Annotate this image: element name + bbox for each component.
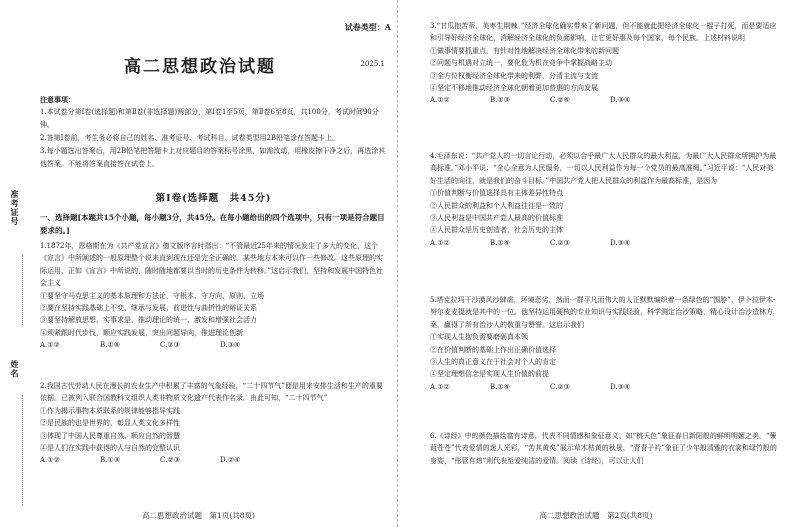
answer-option: A.①② — [430, 238, 450, 247]
question-item: ④是人们在实践中获得的人与自然的完整认识 — [40, 444, 180, 453]
question-stem: 1.1872年，恩格斯在为《共产党宣言》德文版序言时指出：“不管最近25年来的情况发生了多大的变化，这个《宣言》中所阐述的一般原理整个说来直到现在还是完全正确的。某些地方本来可以作一些修改。这些原理的实际运用，正如《宣言》中所说的，随时随地都要以当时的历史条件为转移。”这启示我们，坚持和发展中国特色社会主义 — [40, 242, 384, 288]
answer-option: A.①② — [430, 96, 450, 105]
question-item: ①要坚守马克思主义的基本原理和方法论，守根本、守方向、原则、立场 — [40, 291, 264, 300]
question-3 — [430, 20, 780, 107]
answer-option: D.③④ — [220, 341, 241, 350]
answer-options — [430, 94, 780, 106]
answer-options — [430, 237, 780, 249]
question-item: ④坚定不移地推动经济全球化朝着更加普惠的方向发展 — [430, 84, 598, 93]
question-item: ①做事情要抓重点，有针对性地解决经济全球化带来的新问题 — [430, 46, 619, 55]
margin-line — [22, 395, 23, 505]
answer-options — [40, 339, 389, 351]
margin-label-name: 姓名 — [10, 360, 20, 378]
question-item: ①价值判断与价值选择具有主体差异性特点 — [430, 189, 563, 198]
question-6 — [430, 430, 780, 467]
question-item: ④人民群众是历史创造者，社会历史的主体 — [430, 226, 563, 235]
answer-option: D.②④ — [220, 456, 241, 465]
answer-option: D.③④ — [610, 382, 631, 391]
answer-option: D.③④ — [610, 96, 631, 105]
exam-date: 2025.1 — [360, 60, 385, 68]
question-5 — [430, 294, 780, 393]
answer-option: C.②③ — [160, 456, 180, 465]
question-item: ②是民族的也是世界的，彰显人类文化多样性 — [40, 419, 180, 428]
notes-block — [40, 93, 387, 171]
question-stem: 6.《诗经》中的颜色描绘富有诗意，代表不同情感和象征意义。如“桃夭色”象征春日新阳般的鲜明明媚之美，“蒹葭苍苍”代表爱情的迷人光彩，“苦其黄矣”展示草木枯黄的秋景，“青青子衿”象征了少年般清雅的衣裳和绿竹般的身姿，“彤管有炜”则代表至爱纯洁的爱情。阅读《诗经》，可以让人们 — [430, 432, 777, 465]
note-item: 3.每小题选出答案后，用2B铅笔把答题卡上对应题目的答案标号涂黑，如需改动，用橡皮擦干净之后，再选涂其他答案。不能将答案直接答在试卷上。 — [40, 147, 386, 168]
question-stem: 2.我国古代劳动人民在漫长的农业生产中积累了丰富的气象经验，“二十四节气”便是用来安排生活和生产的重要依据。已被列入联合国教科文组织人类非物质文化遗产代表作名录。由此可知，“二十四节气” — [40, 382, 383, 403]
answer-option: B.①③ — [490, 96, 510, 105]
page-footer: 高二思想政治试题 第1页(共8页) — [142, 511, 255, 520]
exam-type-label: 试卷类型：A — [344, 22, 391, 32]
page-title: 高二思想政治试题 — [124, 57, 276, 77]
question-stem: 4.毛泽东说：“共产党人的一切言论行动，必须以合乎最广大人民群众的最大利益，为最广大人民群众所拥护为最高标准。”邓小平说：“全心全意为人民服务，一切以人民利益作为每一个党员的最高准绳。”习近平说：“人民对美好生活的向往，就是我们的奋斗目标。”中国共产党人把人民群众的利益作为最高标准，是因为 — [430, 152, 777, 185]
question-item: ③人生的真正意义在于社会对个人的肯定 — [430, 358, 556, 367]
answer-options — [40, 454, 389, 466]
answer-options — [430, 381, 780, 393]
answer-option: C.②③ — [550, 382, 570, 391]
answer-option: B.①④ — [490, 382, 510, 391]
question-item: ③体现了中国人民尊重自然、顺应自然的智慧 — [40, 431, 180, 440]
question-item: ②问题与机遇对立统一，要化危为机在竞争中掌握战略主动 — [430, 59, 612, 68]
question-1 — [40, 240, 389, 352]
question-stem: 3.“甘瓜抱苦蒂，美枣生荆棘。”经济全球化确实带来了新问题，但不能就此把经济全球化一棍子打死，而是要适应和引导好经济全球化，消解经济全球化的负面影响，让它更好惠及每个国家、每个民族。上述材料说明 — [430, 22, 777, 43]
question-item: ②人民群众的利益和个人利益往往是一致的 — [430, 201, 563, 210]
question-item: ①实现人生抱负需要磨砺真本领 — [430, 333, 528, 342]
question-2 — [40, 380, 389, 467]
answer-option: A.①② — [430, 382, 450, 391]
question-4 — [430, 150, 780, 249]
answer-option: A.①② — [40, 456, 60, 465]
answer-option: D.③④ — [610, 238, 631, 247]
question-item: ②要在坚持实践基础上不变、继承与发展、前进性与曲折性的辩证关系 — [40, 304, 257, 313]
answer-option: A.①② — [40, 341, 60, 350]
question-item: ③人民利益是中国共产党人最高的价值标准 — [430, 214, 563, 223]
answer-option: C.②③ — [160, 341, 180, 350]
notes-header: 注意事项： — [40, 95, 75, 104]
question-item: ③要坚持解放思想，实事求是，推动理论的统一、激发和增强社会活力 — [40, 316, 257, 325]
answer-option: C.②③ — [550, 238, 570, 247]
answer-option: B.①④ — [490, 238, 510, 247]
margin-label-exam-number: 准考证号 — [10, 190, 20, 226]
question-item: ④须紧跟时代步伐，顺应实践发展，突出问题导向，推进理论创新 — [40, 328, 243, 337]
answer-option: C.②④ — [550, 96, 570, 105]
answer-option: B.①④ — [100, 341, 120, 350]
question-item: ②在价值判断的基础上作出正确价值选择 — [430, 345, 556, 354]
section-title: 第Ⅰ卷(选择题 共45分) — [155, 193, 272, 204]
question-item: ①作为揭示事物本质联系的规律能够指导实践 — [40, 406, 180, 415]
margin-line — [22, 255, 23, 325]
question-item: ④坚定理想信念是实现人生价值的前提 — [430, 370, 549, 379]
answer-option: B.①③ — [100, 456, 120, 465]
question-stem: 5.塔克拉玛干沙漠风沙肆虐，环境恶劣，然而一群平凡而伟大的人正默默编织着一条绿色的“围脖”，伊卜拉伊木·努尔麦麦提就是其中的一位。他坚持运用硬核的专业知识与实践经验，科学测定治沙策略，精心设计治沙造林方案，赢得了所有治沙人的敬重与赞誉。这启示我们 — [430, 296, 776, 329]
note-item: 1.本试卷分第Ⅰ卷(选择题)和第Ⅱ卷(非选择题)两部分，第Ⅰ卷1至5页，第Ⅱ卷6至8页，共100分，考试时间90分钟。 — [40, 108, 379, 129]
note-item: 2.答第Ⅰ卷前，考生务必将自己的姓名、准考证号、考试科目、试卷类型用2B铅笔涂在答题卡上。 — [40, 134, 340, 142]
page-footer: 高二思想政治试题 第2页(共8页) — [539, 511, 653, 520]
section-instructions: 一、选择题[本题共15个小题，每小题3分，共45分。在每小题给出的四个选项中，只有一项是符合题目要求的。] — [40, 213, 385, 235]
question-item: ③全方位权衡经济全球化带来的利弊，分清主流与支流 — [430, 71, 598, 80]
right-page — [397, 0, 794, 527]
